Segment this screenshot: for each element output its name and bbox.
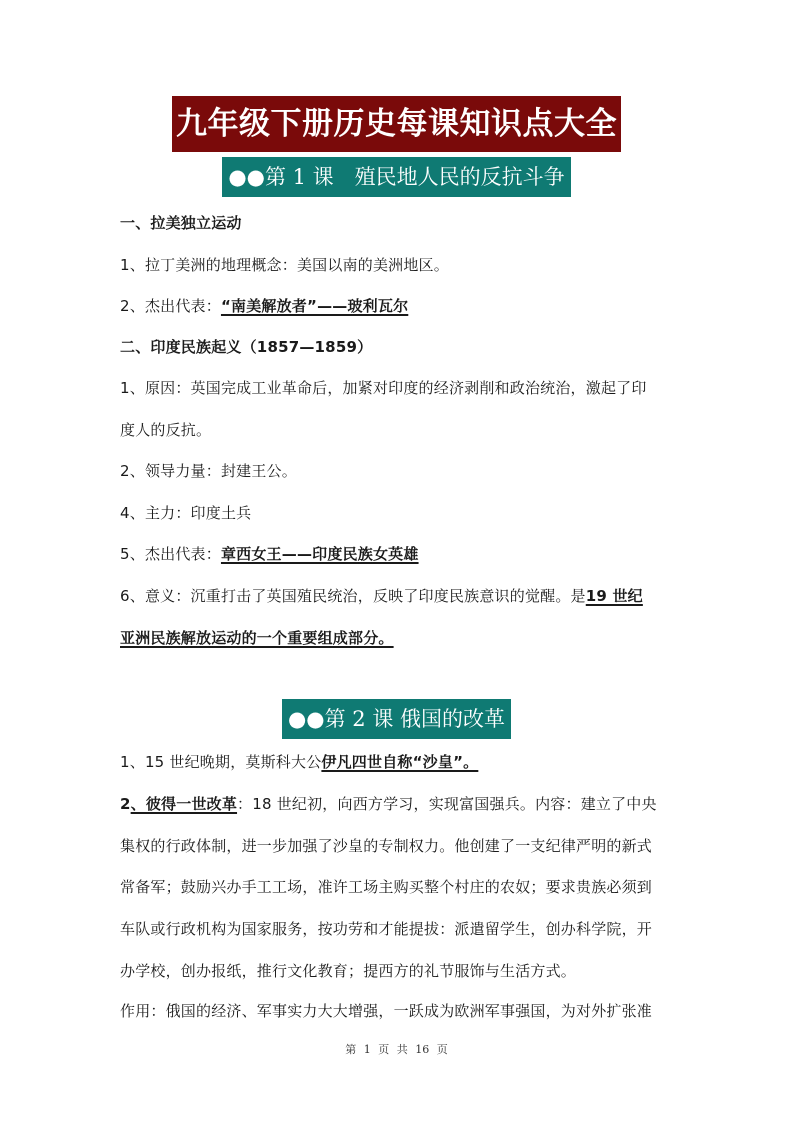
- emphasis-text: 、彼得一世改革: [130, 795, 238, 813]
- footer-text: 页: [378, 1043, 390, 1056]
- emphasis-text: 章西女王——印度民族女英雄: [220, 545, 419, 563]
- text-span: 6、意义：沉重打击了英国殖民统治，反映了印度民族意识的觉醒。是: [120, 587, 586, 605]
- footer-text: 共: [396, 1043, 408, 1056]
- paragraph-line: [120, 793, 680, 815]
- emphasis-text: “南美解放者”——玻利瓦尔: [220, 297, 409, 315]
- footer-text: 第: [345, 1043, 357, 1056]
- text-span: 5、杰出代表：: [120, 545, 221, 563]
- title-wrap: [0, 96, 793, 152]
- lesson-1-heading-wrap: [0, 157, 793, 197]
- paragraph-line: 4、主力：印度土兵: [120, 504, 252, 522]
- emphasis-text: 亚洲民族解放运动的一个重要组成部分。: [120, 629, 394, 647]
- paragraph-line: [120, 585, 680, 607]
- paragraph-line: 1、拉丁美洲的地理概念：美国以南的美洲地区。: [120, 256, 449, 274]
- emphasis-text: 伊凡四世自称“沙皇”。: [321, 753, 479, 771]
- footer-text: 页: [436, 1043, 448, 1056]
- paragraph-line: 度人的反抗。: [120, 421, 212, 439]
- text-span: 2: [120, 795, 131, 813]
- emphasis-text: 19 世纪: [585, 587, 643, 605]
- paragraph-line: 2、领导力量：封建王公。: [120, 462, 297, 480]
- total-page-count: 16: [415, 1043, 430, 1056]
- document-title: 九年级下册历史每课知识点大全: [172, 96, 621, 152]
- section-heading: 一、拉美独立运动: [120, 214, 242, 232]
- paragraph-line: 1、原因：英国完成工业革命后，加紧对印度的经济剥削和政治统治，激起了印: [120, 379, 647, 397]
- page-footer: [0, 1041, 793, 1057]
- current-page-number: 1: [363, 1043, 371, 1056]
- paragraph-line: 集权的行政体制，进一步加强了沙皇的专制权力。他创建了一支纪律严明的新式: [120, 837, 653, 855]
- paragraph-line: [120, 543, 680, 565]
- text-span: 1、15 世纪晚期，莫斯科大公: [120, 753, 322, 771]
- paragraph-line: [120, 295, 680, 317]
- paragraph-line: 办学校，创办报纸，推行文化教育；提西方的礼节服饰与生活方式。: [120, 962, 577, 980]
- text-span: ：18 世纪初，向西方学习，实现富国强兵。内容：建立了中央: [237, 795, 657, 813]
- paragraph-line: 作用：俄国的经济、军事实力大大增强，一跃成为欧洲军事强国，为对外扩张准: [120, 1002, 653, 1020]
- lesson-2-heading: ●●第 2 课 俄国的改革: [282, 699, 511, 739]
- paragraph-line: [120, 751, 680, 773]
- lesson-1-heading: ●●第 1 课 殖民地人民的反抗斗争: [222, 157, 570, 197]
- paragraph-line: [120, 627, 680, 649]
- paragraph-line: 车队或行政机构为国家服务，按功劳和才能提拔：派遣留学生，创办科学院，开: [120, 920, 653, 938]
- text-span: 2、杰出代表：: [120, 297, 221, 315]
- lesson-2-heading-wrap: [0, 699, 793, 739]
- paragraph-line: 常备军；鼓励兴办手工工场，准许工场主购买整个村庄的农奴；要求贵族必须到: [120, 878, 653, 896]
- section-heading: 二、印度民族起义（1857—1859）: [120, 338, 373, 356]
